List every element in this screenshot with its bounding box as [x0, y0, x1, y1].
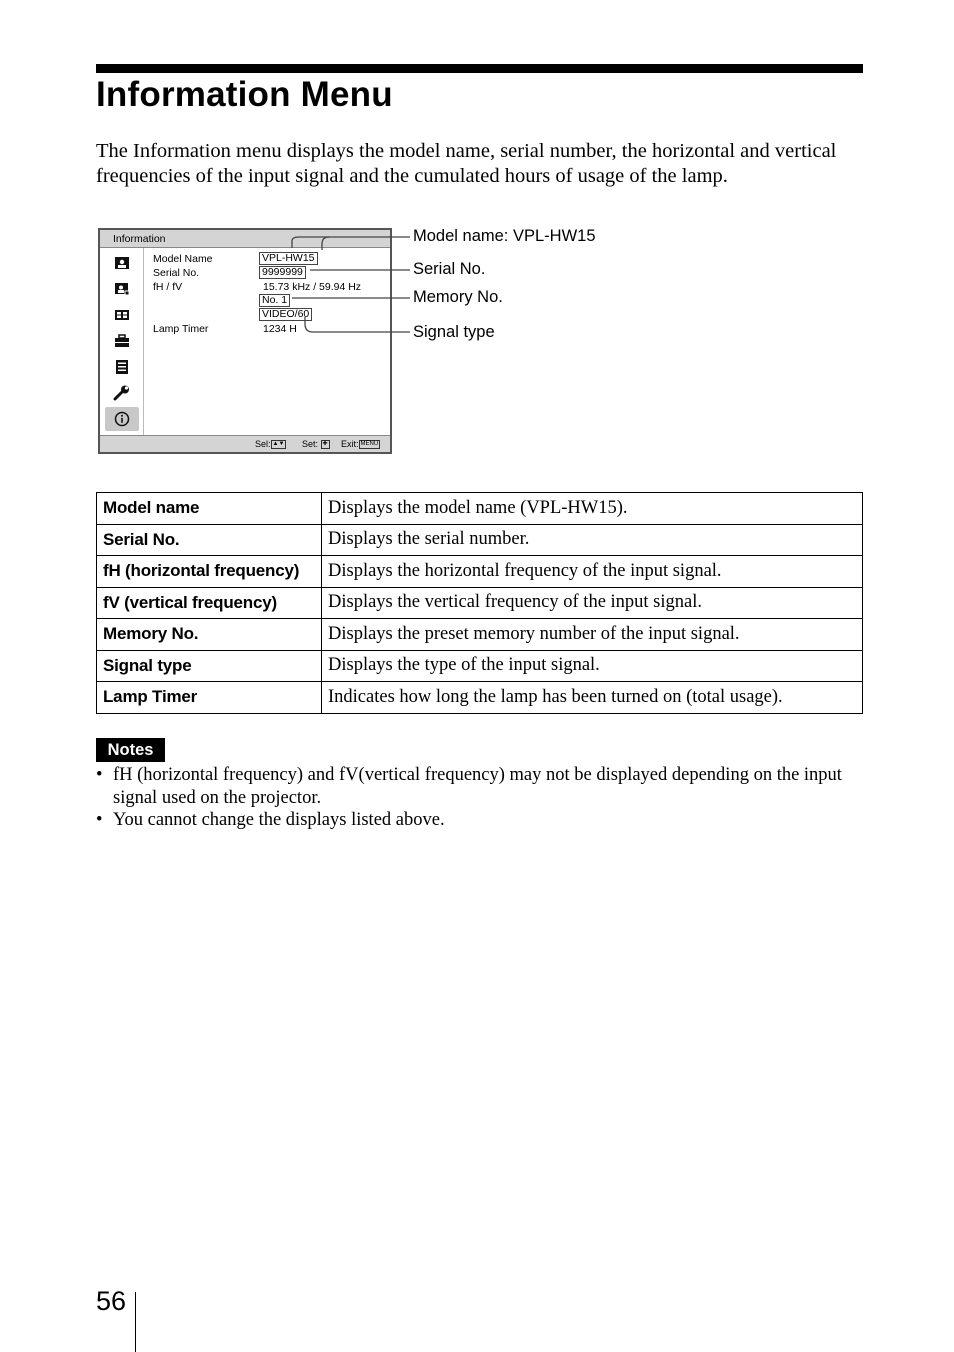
osd-value-memory: No. 1 — [259, 294, 290, 307]
table-term: fH (horizontal frequency) — [97, 556, 322, 588]
menu-key: MENU — [360, 441, 379, 448]
table-description: Displays the horizontal frequency of the input signal. — [322, 556, 863, 588]
callout-model-name: Model name: VPL-HW15 — [413, 227, 596, 245]
table-description: Displays the preset memory number of the input signal. — [322, 619, 863, 651]
table-term: Memory No. — [97, 619, 322, 651]
table-term: Signal type — [97, 650, 322, 682]
table-term: Model name — [97, 493, 322, 525]
table-row — [97, 493, 863, 525]
table-term: Serial No. — [97, 524, 322, 556]
osd-value-frequency: 15.73 kHz / 59.94 Hz — [263, 281, 362, 293]
osd-value-signal: VIDEO/60 — [259, 308, 312, 321]
table-description: Displays the type of the input signal. — [322, 650, 863, 682]
osd-label-lamp-timer: Lamp Timer — [153, 323, 209, 335]
table-term: fV (vertical frequency) — [97, 587, 322, 619]
notes-label: Notes — [96, 738, 165, 762]
callout-signal-type: Signal type — [413, 323, 495, 341]
table-row — [97, 650, 863, 682]
table-row — [97, 524, 863, 556]
osd-label-serial-no: Serial No. — [153, 267, 200, 279]
osd-footer-sel: Sel: ▲▼ — [255, 439, 285, 449]
osd-label-model-name: Model Name — [153, 253, 213, 265]
list-item: • fH (horizontal frequency) and fV(vertical frequency) may not be displayed depending on the input signal used on the projector. — [96, 764, 866, 809]
callout-line-model — [322, 237, 410, 250]
table-description: Displays the serial number. — [322, 524, 863, 556]
page-number: 56 — [96, 1286, 127, 1316]
osd-footer-set: Set: ✚ — [302, 439, 328, 449]
osd-title: Information — [113, 233, 166, 245]
page-number-rule — [135, 1292, 136, 1352]
table-row — [97, 619, 863, 651]
table-description: Indicates how long the lamp has been turned on (total usage). — [322, 682, 863, 714]
callout-serial-no: Serial No. — [413, 260, 486, 278]
osd-footer-exit: Exit: MENU — [341, 439, 379, 449]
info-table — [96, 492, 863, 714]
page-title: Information Menu — [96, 75, 393, 114]
table-row — [97, 682, 863, 714]
notes-list — [96, 764, 866, 832]
enter-key-icon: ✚ — [322, 441, 328, 448]
list-item: • You cannot change the displays listed above. — [96, 809, 866, 832]
osd-value-model: VPL-HW15 — [259, 252, 318, 265]
osd-value-lamp: 1234 H — [263, 323, 297, 335]
table-description: Displays the model name (VPL-HW15). — [322, 493, 863, 525]
intro-paragraph: The Information menu displays the model name, serial number, the horizontal and vertical frequencies of the input signal and the cumulated hours of usage of the lamp. — [96, 140, 837, 187]
callout-memory-no: Memory No. — [413, 288, 503, 306]
table-row — [97, 556, 863, 588]
table-row — [97, 587, 863, 619]
osd-value-serial: 9999999 — [259, 266, 306, 279]
callout-line-signal — [305, 317, 410, 332]
table-term: Lamp Timer — [97, 682, 322, 714]
table-description: Displays the vertical frequency of the input signal. — [322, 587, 863, 619]
osd-label-fh-fv: fH / fV — [153, 281, 183, 293]
up-down-key-icon: ▲▼ — [272, 441, 285, 448]
